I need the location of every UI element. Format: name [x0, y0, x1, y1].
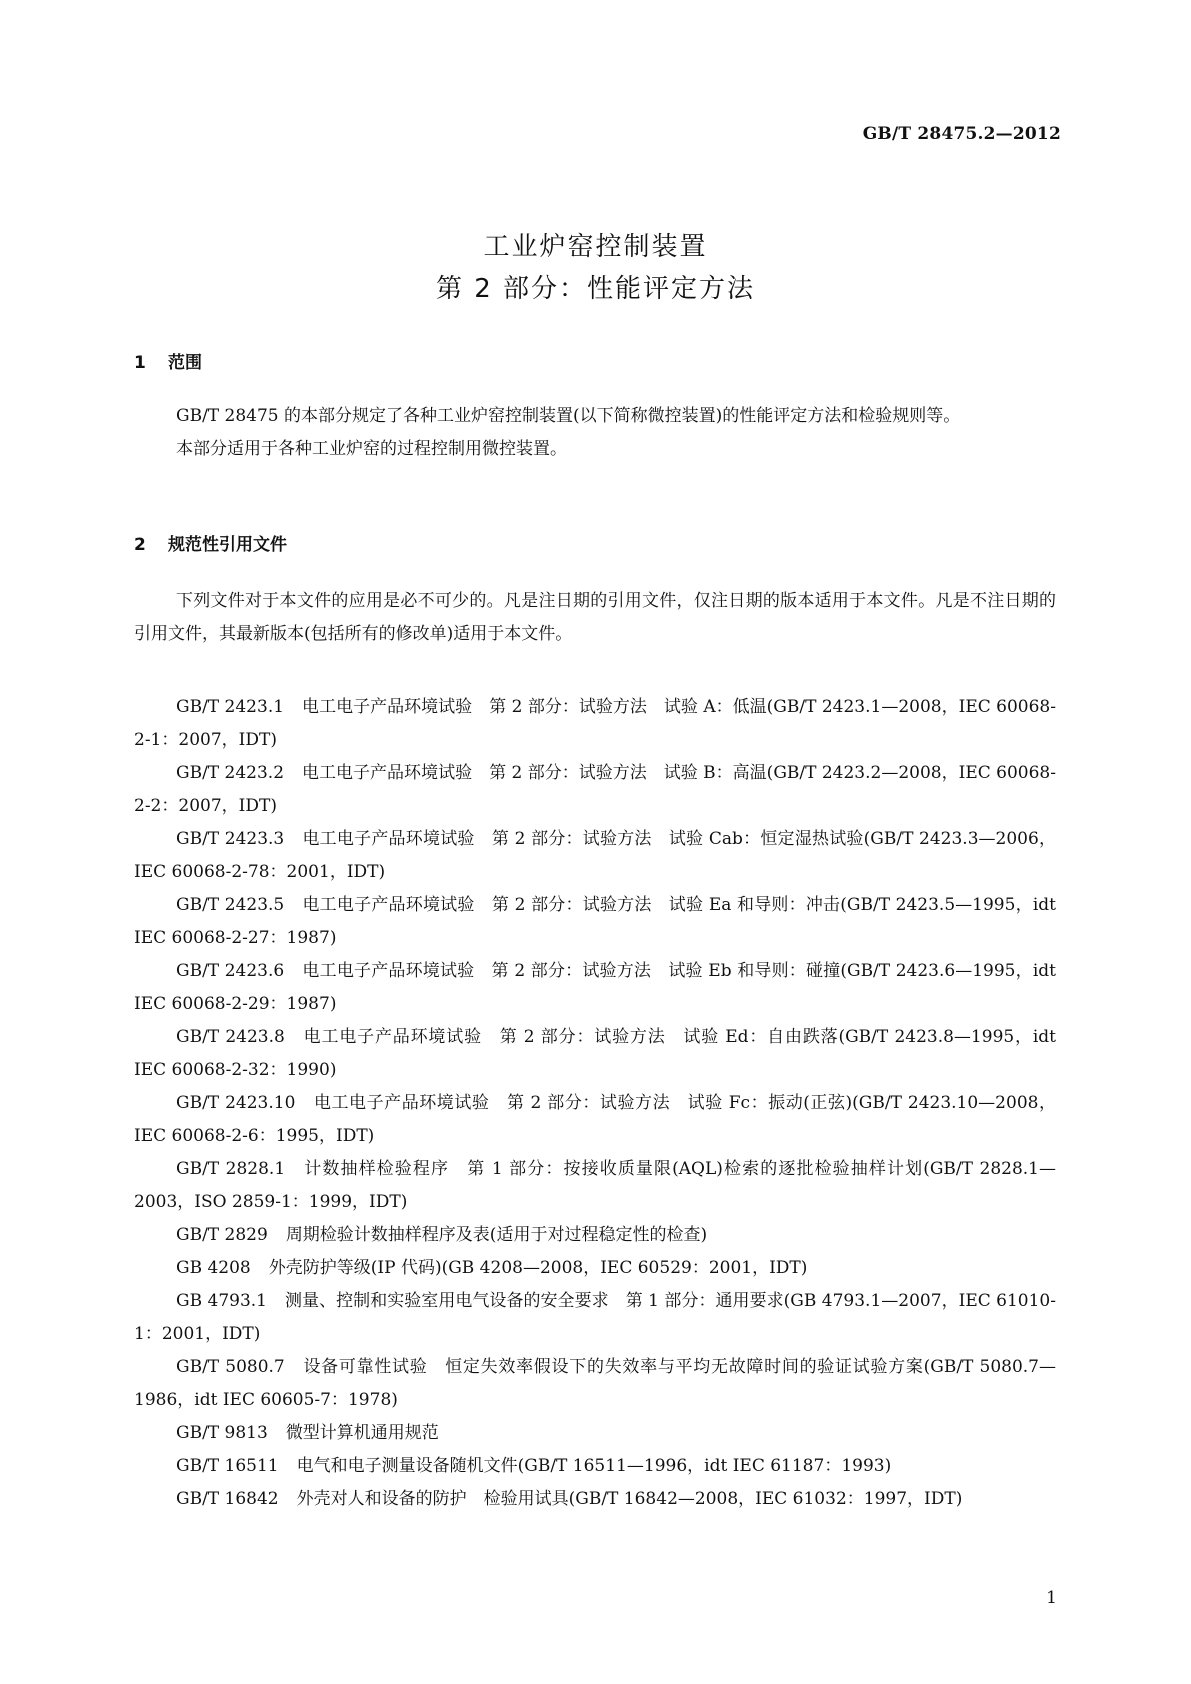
title-line-2: 第 2 部分：性能评定方法 [435, 274, 756, 304]
reference-text: 周期检验计数抽样程序及表(适用于对过程稳定性的检查) [285, 1225, 708, 1245]
reference-item [134, 1450, 1056, 1483]
reference-text: 外壳对人和设备的防护 检验用试具(GB/T 16842—2008，IEC 61032：1997，IDT) [296, 1489, 963, 1509]
title-line-1: 工业炉窑控制装置 [483, 232, 708, 262]
section-1-paragraph: 本部分适用于各种工业炉窑的过程控制用微控装置。 [176, 439, 567, 459]
reference-code: GB/T 9813 [176, 1423, 268, 1443]
reference-code: GB/T 2828.1 [176, 1159, 286, 1179]
section-1-title: 范围 [168, 353, 202, 373]
reference-text: 电工电子产品环境试验 第 2 部分：试验方法 试验 Ed：自由跌落(GB/T 2423.8—1995，idt IEC 60068-2-32：1990) [134, 1027, 1056, 1080]
reference-code: GB/T 2423.2 [176, 763, 285, 783]
reference-code: GB/T 16842 [176, 1489, 279, 1509]
section-2-intro-paragraph: 下列文件对于本文件的应用是必不可少的。凡是注日期的引用文件，仅注日期的版本适用于本文件。凡是不注日期的引用文件，其最新版本(包括所有的修改单)适用于本文件。 [134, 591, 1056, 644]
page-number: 1 [1046, 1588, 1057, 1608]
section-1-heading [134, 348, 202, 373]
reference-item [134, 1087, 1056, 1153]
reference-text: 设备可靠性试验 恒定失效率假设下的失效率与平均无故障时间的验证试验方案(GB/T 5080.7—1986，idt IEC 60605-7：1978) [134, 1357, 1056, 1410]
reference-code: GB/T 2423.3 [176, 829, 285, 849]
reference-code: GB/T 2829 [176, 1225, 268, 1245]
reference-item [134, 889, 1056, 955]
reference-code: GB/T 2423.8 [176, 1027, 285, 1047]
section-1-paragraph: GB/T 28475 的本部分规定了各种工业炉窑控制装置(以下简称微控装置)的性能评定方法和检验规则等。 [176, 406, 961, 426]
reference-text: 电工电子产品环境试验 第 2 部分：试验方法 试验 Fc：振动(正弦)(GB/T 2423.10—2008，IEC 60068-2-6：1995，IDT) [134, 1093, 1056, 1146]
reference-text: 外壳防护等级(IP 代码)(GB 4208—2008，IEC 60529：2001，IDT) [268, 1258, 808, 1278]
reference-item [134, 823, 1056, 889]
reference-text: 电工电子产品环境试验 第 2 部分：试验方法 试验 Cab：恒定湿热试验(GB/T 2423.3—2006，IEC 60068-2-78：2001，IDT) [134, 829, 1056, 882]
reference-item [134, 691, 1056, 757]
reference-item [134, 757, 1056, 823]
section-2-number: 2 [134, 535, 146, 555]
section-1-body [134, 400, 1056, 466]
reference-item [134, 1021, 1056, 1087]
standard-code: GB/T 28475.2—2012 [862, 124, 1061, 144]
reference-text: 电工电子产品环境试验 第 2 部分：试验方法 试验 Ea 和导则：冲击(GB/T 2423.5—1995，idt IEC 60068-2-27：1987) [134, 895, 1056, 948]
reference-text: 测量、控制和实验室用电气设备的安全要求 第 1 部分：通用要求(GB 4793.1—2007，IEC 61010-1：2001，IDT) [134, 1291, 1056, 1344]
reference-item [134, 1285, 1056, 1351]
section-2-title: 规范性引用文件 [168, 535, 287, 555]
section-1-number: 1 [134, 353, 146, 373]
reference-item [134, 1252, 1056, 1285]
reference-code: GB 4208 [176, 1258, 251, 1278]
reference-code: GB 4793.1 [176, 1291, 267, 1311]
document-title [0, 226, 1191, 310]
reference-item [134, 1351, 1056, 1417]
reference-code: GB/T 16511 [176, 1456, 279, 1476]
reference-code: GB/T 2423.5 [176, 895, 285, 915]
reference-item [134, 1153, 1056, 1219]
reference-code: GB/T 2423.1 [176, 697, 285, 717]
reference-text: 微型计算机通用规范 [285, 1423, 439, 1443]
reference-text: 电气和电子测量设备随机文件(GB/T 16511—1996，idt IEC 61187：1993) [296, 1456, 892, 1476]
reference-list [134, 691, 1056, 1516]
section-2-intro [134, 585, 1056, 651]
reference-code: GB/T 2423.10 [176, 1093, 296, 1113]
reference-code: GB/T 2423.6 [176, 961, 285, 981]
reference-text: 电工电子产品环境试验 第 2 部分：试验方法 试验 Eb 和导则：碰撞(GB/T 2423.6—1995，idt IEC 60068-2-29：1987) [134, 961, 1057, 1014]
reference-text: 电工电子产品环境试验 第 2 部分：试验方法 试验 B：高温(GB/T 2423.2—2008，IEC 60068-2-2：2007，IDT) [134, 763, 1056, 816]
reference-item [134, 1219, 1056, 1252]
reference-item [134, 1417, 1056, 1450]
reference-code: GB/T 5080.7 [176, 1357, 285, 1377]
reference-item [134, 1483, 1056, 1516]
section-2-heading [134, 530, 287, 555]
reference-item [134, 955, 1056, 1021]
reference-text: 计数抽样检验程序 第 1 部分：按接收质量限(AQL)检索的逐批检验抽样计划(GB/T 2828.1—2003，ISO 2859-1：1999，IDT) [134, 1159, 1056, 1212]
reference-text: 电工电子产品环境试验 第 2 部分：试验方法 试验 A：低温(GB/T 2423.1—2008，IEC 60068-2-1：2007，IDT) [134, 697, 1056, 750]
